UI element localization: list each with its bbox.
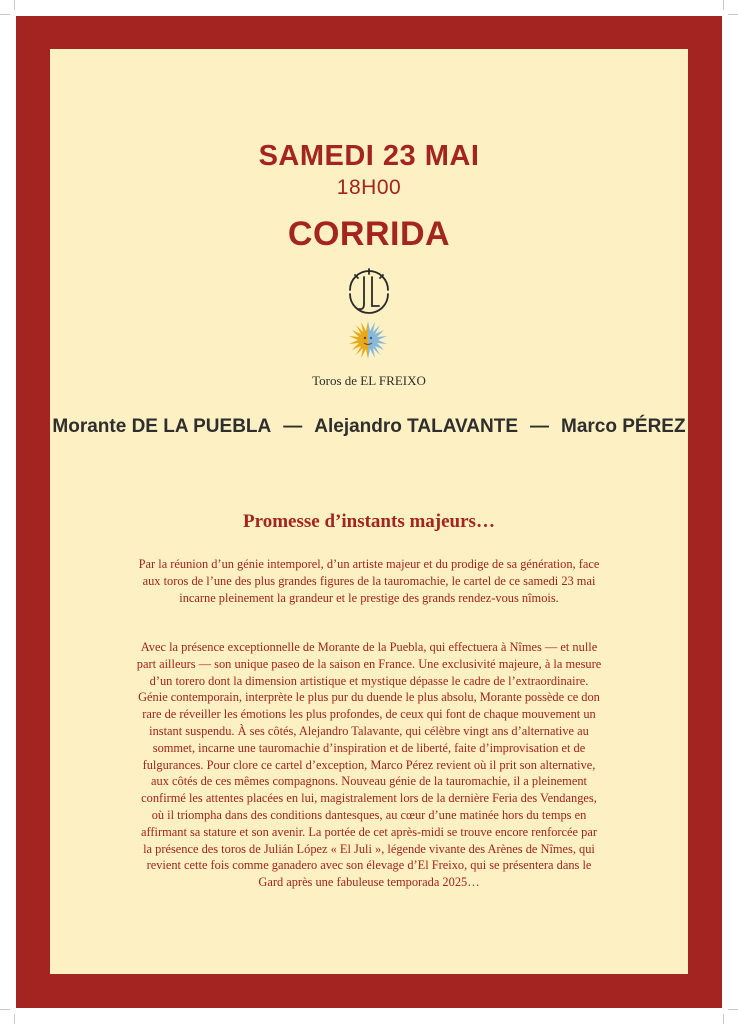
event-time: 18H00 <box>336 176 402 199</box>
section-subtitle: Promesse d’instants majeurs… <box>243 511 495 532</box>
crop-mark <box>728 1009 738 1010</box>
event-date: SAMEDI 23 MAI <box>258 140 480 172</box>
crop-mark <box>723 1014 724 1024</box>
event-type: CORRIDA <box>287 215 451 253</box>
body-paragraph: Par la réunion d’un génie intemporel, d’un artiste majeur et du prodige de sa génération, face aux toros de l’une des plus grandes figures de la tauromachie, le cartel de ce samedi 23 mai incarne pleinement la grandeur et le prestige des grands rendez-vous nîmois. <box>138 557 600 605</box>
torero-name: Marco PÉREZ <box>561 416 686 437</box>
crop-mark <box>728 14 738 15</box>
crop-mark <box>0 14 10 15</box>
cartel-toreros <box>0 416 738 438</box>
torero-name: Alejandro TALAVANTE <box>314 416 518 437</box>
crop-mark <box>14 0 15 10</box>
crop-mark <box>723 0 724 10</box>
sun-emblem-icon <box>347 319 389 361</box>
monogram-jl-sun-icon <box>346 268 392 316</box>
cartel-separator: — <box>283 416 303 437</box>
cartel-separator: — <box>530 416 549 437</box>
crop-mark <box>0 1009 10 1010</box>
breeder-name: Toros de EL FREIXO <box>312 373 426 388</box>
crop-mark <box>14 1014 15 1024</box>
torero-name: Morante DE LA PUEBLA <box>52 416 272 437</box>
body-paragraph: Avec la présence exceptionnelle de Morante de la Puebla, qui effectuera à Nîmes — et nulle part ailleurs — son unique paseo de la saison en France. Une exclusivité majeure, à la mesure d’un torero dont la dimension artistique et mystique dépasse le cadre de l’extraordinaire. Génie contemporain, interprète le plus pur du duende le plus absolu, Morante possède ce don rare de réveiller les émotions les plus profondes, de ceux qui font de chaque mouvement un instant suspendu. À ses côtés, Alejandro Talavante, qui célèbre vingt ans d’alternative au sommet, incarne une tauromachie d’inspiration et de liberté, faite d’improvisation et de fulgurances. Pour clore ce cartel d’exception, Marco Pérez revient où il prit son alternative, aux côtés de ces mêmes compagnons. Nouveau génie de la tauromachie, il a pleinement confirmé les attentes placées en lui, magistralement lors de la dernière Feria des Vendanges, où il triompha dans des conditions dantesques, au cœur d’une matinée hors du temps en affirmant sa stature et son avenir. La portée de cet après-midi se trouve encore renforcée par la présence des toros de Julián López « El Juli », légende vivante des Arènes de Nîmes, qui revient cette fois comme ganadero avec son élevage d’El Freixo, qui se présentera dans le Gard après une fabuleuse temporada 2025… <box>136 640 602 890</box>
